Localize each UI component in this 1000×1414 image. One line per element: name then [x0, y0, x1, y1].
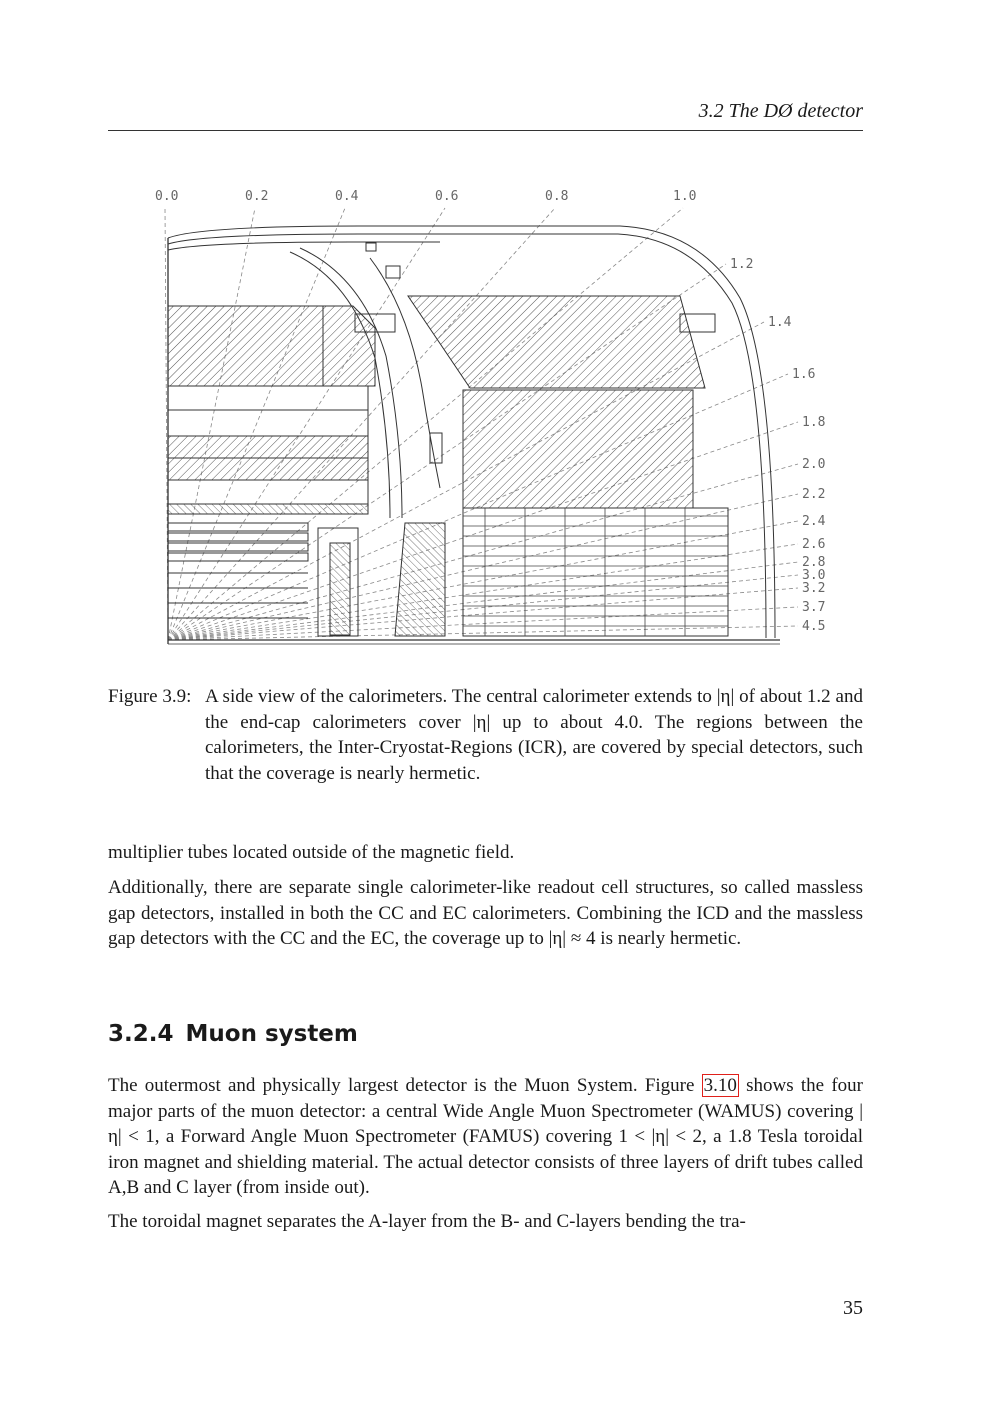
header-rule [108, 130, 863, 131]
eta-label: 1.0 [673, 189, 697, 204]
eta-label: 4.5 [802, 619, 826, 634]
caption-label: Figure 3.9: [108, 686, 192, 707]
eta-label: 2.6 [802, 537, 826, 552]
eta-guide-line [168, 208, 255, 640]
section-heading [108, 1021, 863, 1047]
page-number: 35 [843, 1297, 863, 1319]
para3-text-after: shows the four major parts of the muon detector: a central Wide Angle Muon Spectrometer (WAMUS) covering |η| < 1, a Forward Angle Muon Spectrometer (FAMUS) covering 1 < |η| < 2, a 1.8 Tesla toroidal iron magnet and shielding material. The actual detector consists of three layers of drift tubes called A,B and C layer (from inside out). [108, 1075, 863, 1198]
eta-label: 0.4 [335, 189, 359, 204]
eta-label: 2.2 [802, 487, 826, 502]
eta-label: 0.0 [155, 189, 179, 204]
calorimeter-figure [140, 178, 870, 658]
section-title: Muon system [185, 1021, 358, 1047]
calorimeter-diagram [140, 178, 870, 658]
eta-label: 0.8 [545, 189, 569, 204]
eta-guide-line [168, 521, 798, 640]
eta-label: 3.2 [802, 581, 826, 596]
body-paragraph-3 [108, 1073, 863, 1201]
eta-label: 3.7 [802, 600, 826, 615]
caption-text: A side view of the calorimeters. The central calorimeter extends to |η| of about 1.2 and the end-cap calorimeters cover |η| up to about 4.0. The regions between the calorimeters, the Inter-Cryostat-Regions (ICR), are covered by special detectors, such that the coverage is nearly hermetic. [205, 686, 863, 784]
eta-label: 1.6 [792, 367, 816, 382]
figure-reference-link[interactable]: 3.10 [703, 1075, 737, 1096]
para3-text-before: The outermost and physically largest detector is the Muon System. Figure [108, 1075, 702, 1096]
body-paragraph-2: Additionally, there are separate single calorimeter-like readout cell structures, so called massless gap detectors, installed in both the CC and EC calorimeters. Combining the ICD and the massless gap detectors with the CC and the EC, the coverage up to |η| ≈ 4 is nearly hermetic. [108, 877, 863, 949]
running-header: 3.2 The DØ detector [698, 100, 863, 122]
eta-label: 2.8 [802, 555, 826, 570]
eta-guide-line [168, 607, 798, 640]
eta-label: 3.0 [802, 568, 826, 583]
eta-label: 1.4 [768, 315, 792, 330]
figure-caption [108, 684, 863, 786]
eta-label: 2.0 [802, 457, 826, 472]
body-paragraph-4: The toroidal magnet separates the A-layer from the B- and C-layers bending the tra- [108, 1211, 746, 1232]
section-number: 3.2.4 [108, 1021, 174, 1047]
eta-label: 2.4 [802, 514, 826, 529]
eta-guide-line [168, 544, 798, 640]
body-paragraph-1: multiplier tubes located outside of the magnetic field. [108, 842, 515, 863]
eta-label: 0.2 [245, 189, 269, 204]
eta-label: 1.2 [730, 257, 754, 272]
eta-guide-line [168, 626, 798, 640]
eta-label: 0.6 [435, 189, 459, 204]
eta-label: 1.8 [802, 415, 826, 430]
